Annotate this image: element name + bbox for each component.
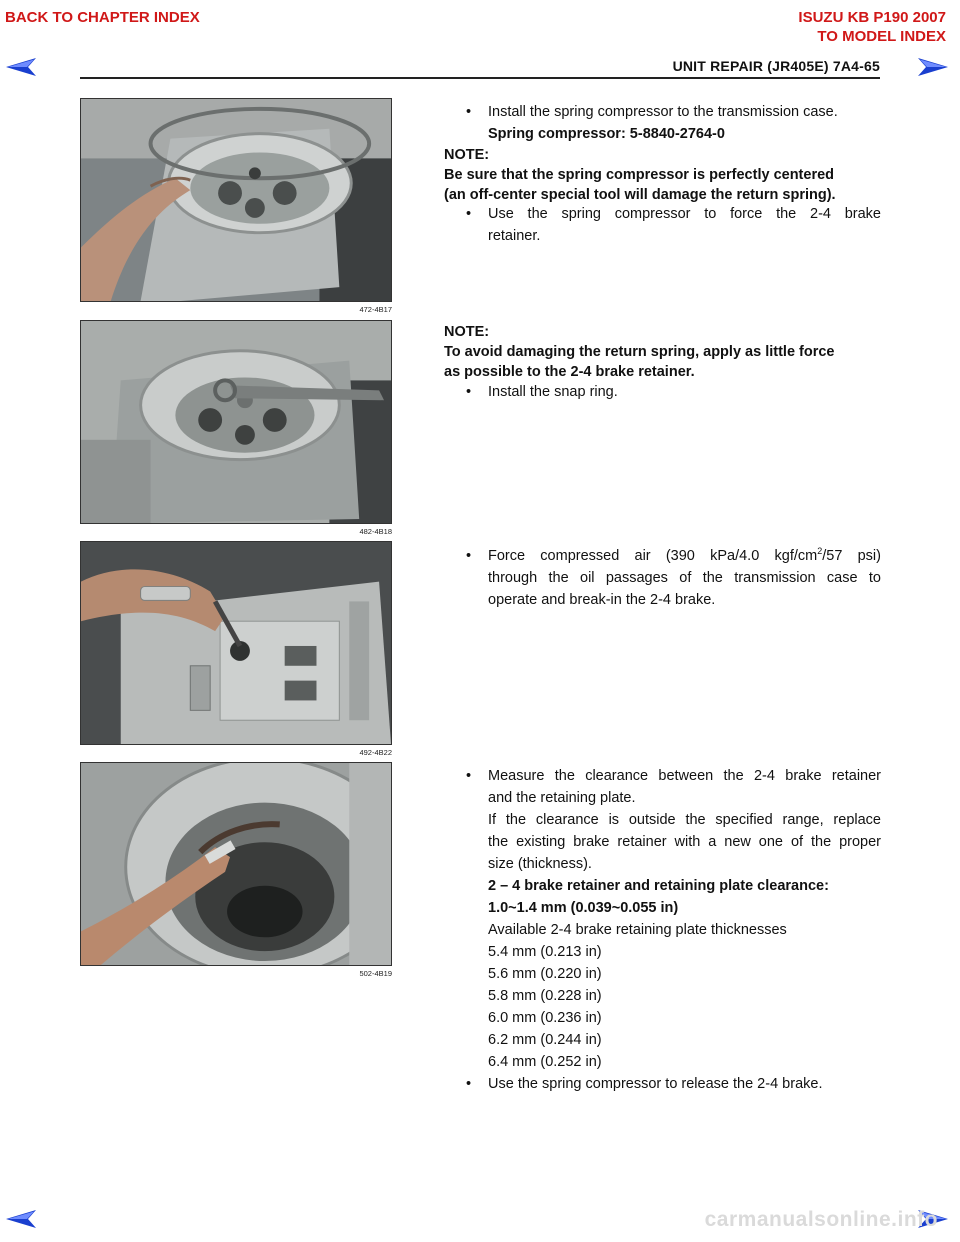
note-text: as possible to the 2-4 brake retainer. bbox=[444, 364, 695, 380]
previous-page-button-bottom[interactable] bbox=[6, 1210, 38, 1228]
thickness-item: 6.4 mm (0.252 in) bbox=[488, 1054, 602, 1070]
bullet-icon: • bbox=[466, 104, 472, 120]
left-arrow-icon bbox=[6, 58, 38, 76]
to-model-index-link[interactable]: TO MODEL INDEX bbox=[817, 28, 946, 45]
bullet-icon: • bbox=[466, 1076, 472, 1092]
step4-final-bullet: Use the spring compressor to release the 2-4 brake. bbox=[488, 1076, 823, 1092]
step4-line5: size (thickness). bbox=[488, 856, 592, 872]
previous-page-button[interactable] bbox=[6, 58, 38, 76]
model-title-link[interactable]: ISUZU KB P190 2007 bbox=[798, 9, 946, 26]
step3-line2: through the oil passages of the transmission case to bbox=[488, 570, 881, 586]
bullet-icon: • bbox=[466, 206, 472, 222]
step3-line1-a: Force compressed air (390 kPa/4.0 kgf/cm bbox=[488, 548, 818, 564]
clearance-spec-label: 2 – 4 brake retainer and retaining plate clearance: bbox=[488, 878, 829, 894]
right-arrow-icon bbox=[916, 58, 948, 76]
note-text: Be sure that the spring compressor is perfectly centered bbox=[444, 167, 835, 183]
figure-482-4B18-photo bbox=[80, 320, 392, 524]
step4-line3: If the clearance is outside the specified range, replace bbox=[488, 812, 881, 828]
note-label: NOTE: bbox=[444, 324, 490, 340]
spring-compressor-tool: Spring compressor: 5-8840-2764-0 bbox=[488, 126, 725, 142]
step3-line1-b: /57 psi) bbox=[822, 548, 881, 564]
note-label: NOTE: bbox=[444, 147, 490, 163]
step1-bullet-install: Install the spring compressor to the transmission case. bbox=[488, 104, 838, 120]
bullet-icon: • bbox=[466, 384, 472, 400]
figure-caption: 492-4B22 bbox=[359, 748, 392, 757]
thickness-item: 5.4 mm (0.213 in) bbox=[488, 944, 602, 960]
header-divider bbox=[80, 77, 880, 79]
note-text: To avoid damaging the return spring, apply as little force bbox=[444, 344, 835, 360]
thickness-item: 6.0 mm (0.236 in) bbox=[488, 1010, 602, 1026]
step4-line2: and the retaining plate. bbox=[488, 790, 636, 806]
left-arrow-icon bbox=[6, 1210, 38, 1228]
thickness-item: 6.2 mm (0.244 in) bbox=[488, 1032, 602, 1048]
clearance-spec-value: 1.0~1.4 mm (0.039~0.055 in) bbox=[488, 900, 679, 916]
note-text: (an off-center special tool will damage the return spring). bbox=[444, 187, 836, 203]
figure-502-4B19-photo bbox=[80, 762, 392, 966]
step3-line3: operate and break-in the 2-4 brake. bbox=[488, 592, 716, 608]
step2-bullet-snap-ring: Install the snap ring. bbox=[488, 384, 618, 400]
figure-caption: 502-4B19 bbox=[359, 969, 392, 978]
figure-492-4B22-photo bbox=[80, 541, 392, 745]
figure-caption: 472-4B17 bbox=[359, 305, 392, 314]
thickness-item: 5.6 mm (0.220 in) bbox=[488, 966, 602, 982]
step4-line4: the existing brake retainer with a new one of the proper bbox=[488, 834, 881, 850]
step4-line1: Measure the clearance between the 2-4 brake retainer bbox=[488, 768, 881, 784]
page-title: UNIT REPAIR (JR405E) 7A4-65 bbox=[672, 58, 880, 74]
bullet-icon: • bbox=[466, 548, 472, 564]
step3-superscript: 2 bbox=[817, 546, 823, 557]
next-page-button[interactable] bbox=[916, 58, 948, 76]
available-thicknesses-label: Available 2-4 brake retaining plate thicknesses bbox=[488, 922, 787, 938]
watermark: carmanualsonline.info bbox=[704, 1208, 938, 1231]
thickness-item: 5.8 mm (0.228 in) bbox=[488, 988, 602, 1004]
step1-bullet-force: Use the spring compressor to force the 2-4 brake bbox=[488, 206, 881, 222]
figure-472-4B17-photo bbox=[80, 98, 392, 302]
figure-caption: 482-4B18 bbox=[359, 527, 392, 536]
bullet-icon: • bbox=[466, 768, 472, 784]
back-to-chapter-index-link[interactable]: BACK TO CHAPTER INDEX bbox=[5, 9, 200, 26]
step3-line1 bbox=[488, 545, 881, 567]
step1-bullet-force-cont: retainer. bbox=[488, 228, 541, 244]
